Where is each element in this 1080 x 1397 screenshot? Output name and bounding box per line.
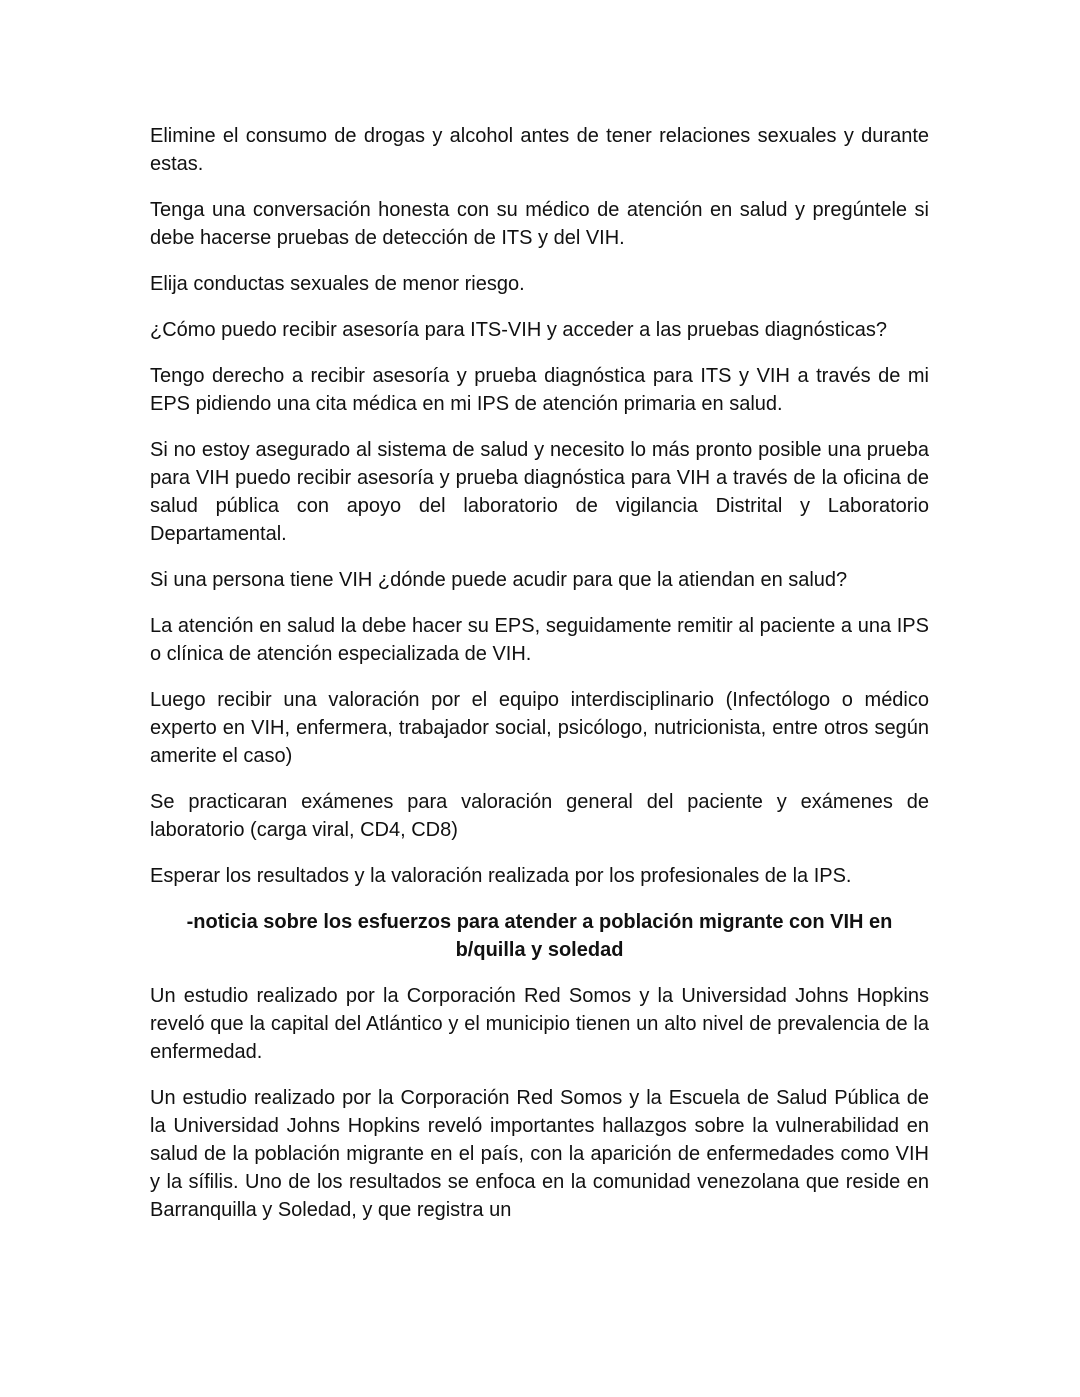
- paragraph: Un estudio realizado por la Corporación Red Somos y la Escuela de Salud Pública de la Universidad Johns Hopkins reveló importantes hallazgos sobre la vulnerabilidad en salud de la población migrante en el país, con la aparición de enfermedades como VIH y la sífilis. Uno de los resultados se enfoca en la comunidad venezolana que reside en Barranquilla y Soledad, y que registra un: [150, 1087, 929, 1221]
- question-paragraph: ¿Cómo puedo recibir asesoría para ITS-VIH y acceder a las pruebas diagnósticas?: [150, 319, 888, 341]
- section-heading: -noticia sobre los esfuerzos para atender a población migrante con VIH en b/quilla y soledad: [186, 911, 893, 961]
- paragraph: Si no estoy asegurado al sistema de salud y necesito lo más pronto posible una prueba para VIH puedo recibir asesoría y prueba diagnóstica para VIH a través de la oficina de salud pública con apoyo del laboratorio de vigilancia Distrital y Laboratorio Departamental.: [150, 439, 929, 545]
- document-page: [150, 122, 929, 1242]
- paragraph: Tengo derecho a recibir asesoría y prueba diagnóstica para ITS y VIH a través de mi EPS pidiendo una cita médica en mi IPS de atención primaria en salud.: [150, 365, 929, 415]
- paragraph: Esperar los resultados y la valoración realizada por los profesionales de la IPS.: [150, 865, 852, 887]
- paragraph: Tenga una conversación honesta con su médico de atención en salud y pregúntele si debe hacerse pruebas de detección de ITS y del VIH.: [150, 199, 929, 249]
- paragraph: Un estudio realizado por la Corporación Red Somos y la Universidad Johns Hopkins reveló que la capital del Atlántico y el municipio tienen un alto nivel de prevalencia de la enfermedad.: [150, 985, 929, 1063]
- paragraph: Luego recibir una valoración por el equipo interdisciplinario (Infectólogo o médico experto en VIH, enfermera, trabajador social, psicólogo, nutricionista, entre otros según amerite el caso): [150, 689, 929, 767]
- paragraph: Elija conductas sexuales de menor riesgo.: [150, 273, 525, 295]
- question-paragraph: Si una persona tiene VIH ¿dónde puede acudir para que la atiendan en salud?: [150, 569, 848, 591]
- paragraph: La atención en salud la debe hacer su EPS, seguidamente remitir al paciente a una IPS o clínica de atención especializada de VIH.: [150, 615, 929, 665]
- paragraph: Se practicaran exámenes para valoración general del paciente y exámenes de laboratorio (carga viral, CD4, CD8): [150, 791, 929, 841]
- paragraph: Elimine el consumo de drogas y alcohol antes de tener relaciones sexuales y durante estas.: [150, 125, 929, 175]
